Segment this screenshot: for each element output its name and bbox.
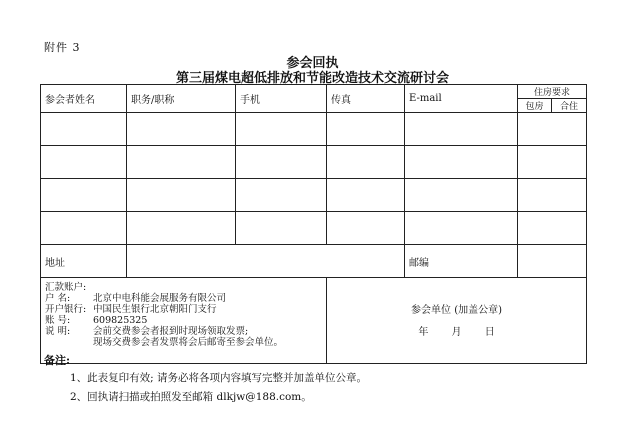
cell-email-input[interactable] <box>405 113 518 146</box>
account-name-line <box>45 293 322 304</box>
header-email: E-mail <box>405 85 518 113</box>
cell-title-input[interactable] <box>127 212 236 245</box>
cell-mobile-input[interactable] <box>236 212 327 245</box>
table-row <box>41 113 587 146</box>
cell-mobile-input[interactable] <box>236 113 327 146</box>
address-row <box>41 245 587 278</box>
cell-email-input[interactable] <box>405 179 518 212</box>
postcode-label: 邮编 <box>405 245 518 278</box>
table-row <box>41 146 587 179</box>
cell-lodging-input[interactable] <box>518 146 587 179</box>
header-lodging-shared: 合住 <box>552 99 587 113</box>
header-lodging: 住房要求 <box>518 85 587 99</box>
header-mobile: 手机 <box>236 85 327 113</box>
table-row <box>41 179 587 212</box>
registration-form-table <box>40 84 587 364</box>
stamp-label: 参会单位 (加盖公章) <box>411 305 502 316</box>
cell-name-input[interactable] <box>41 212 127 245</box>
bank-value: 中国民生银行北京朝阳门支行 <box>93 304 217 315</box>
table-row <box>41 212 587 245</box>
postcode-input[interactable] <box>518 245 587 278</box>
bank-line <box>45 304 322 315</box>
attachment-label: 附件 3 <box>44 41 81 54</box>
stamp-year: 年 <box>418 327 429 338</box>
stamp-area[interactable] <box>327 278 587 364</box>
cell-title-input[interactable] <box>127 146 236 179</box>
cell-name-input[interactable] <box>41 146 127 179</box>
account-number-value: 609825325 <box>93 315 148 326</box>
account-name-label: 户 名: <box>45 293 71 304</box>
header-lodging-single: 包房 <box>518 99 552 113</box>
cell-lodging-input[interactable] <box>518 113 587 146</box>
remarks-title: 备注: <box>44 354 71 367</box>
note-line-2 <box>45 337 322 348</box>
form-title: 参会回执 <box>286 56 339 71</box>
header-fax: 传真 <box>327 85 405 113</box>
bank-info <box>41 278 327 364</box>
cell-email-input[interactable] <box>405 212 518 245</box>
cell-fax-input[interactable] <box>327 212 405 245</box>
stamp-date <box>331 322 582 344</box>
stamp-day: 日 <box>484 327 495 338</box>
header-row <box>41 85 587 99</box>
cell-fax-input[interactable] <box>327 179 405 212</box>
note-label: 说 明: <box>45 326 71 337</box>
cell-lodging-input[interactable] <box>518 212 587 245</box>
account-name-value: 北京中电科能会展服务有限公司 <box>93 293 227 304</box>
cell-mobile-input[interactable] <box>236 146 327 179</box>
account-number-label: 账 号: <box>45 315 71 326</box>
note-line2: 现场交费参会者发票将会后邮寄至参会单位。 <box>93 337 284 348</box>
note-line <box>45 326 322 337</box>
address-label: 地址 <box>41 245 127 278</box>
bank-label: 开户银行: <box>45 304 87 315</box>
header-name: 参会者姓名 <box>41 85 127 113</box>
stamp-month: 月 <box>451 327 462 338</box>
cell-name-input[interactable] <box>41 113 127 146</box>
cell-email-input[interactable] <box>405 146 518 179</box>
account-heading: 汇款账户: <box>45 282 87 293</box>
cell-title-input[interactable] <box>127 179 236 212</box>
remark-line-1: 1、此表复印有效; 请务必将各项内容填写完整并加盖单位公章。 <box>70 372 368 384</box>
cell-lodging-input[interactable] <box>518 179 587 212</box>
remark-line-2: 2、回执请扫描或拍照发至邮箱 dlkjw@188.com。 <box>70 391 312 403</box>
bank-row <box>41 278 587 364</box>
cell-name-input[interactable] <box>41 179 127 212</box>
form-subtitle: 第三届煤电超低排放和节能改造技术交流研讨会 <box>175 71 449 86</box>
header-title: 职务/职称 <box>127 85 236 113</box>
note-line1: 会前交费参会者报到时现场领取发票; <box>93 326 249 337</box>
cell-title-input[interactable] <box>127 113 236 146</box>
account-number-line <box>45 315 322 326</box>
address-input[interactable] <box>127 245 405 278</box>
cell-fax-input[interactable] <box>327 146 405 179</box>
cell-mobile-input[interactable] <box>236 179 327 212</box>
cell-fax-input[interactable] <box>327 113 405 146</box>
